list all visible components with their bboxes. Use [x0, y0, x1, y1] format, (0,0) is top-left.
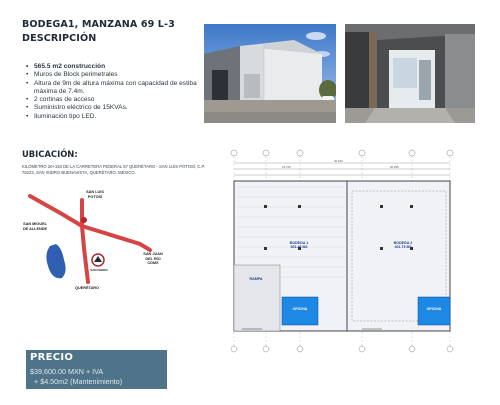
- feature-item: • Muros de Block perimetrales: [26, 71, 208, 79]
- feature-item: • 565.5 m2 construcción: [26, 63, 208, 71]
- title-description: DESCRIPCIÓN: [22, 33, 97, 44]
- feature-list: [26, 63, 208, 121]
- price-heading: PRECIO: [30, 352, 74, 363]
- map-label-san-miguel: SAN MIGUEL DE ALLENDE: [22, 222, 48, 231]
- location-address: KILÓMETRO 20+150 DE LA CARRETERA FEDERAL 57 QUERÉTARO - SAN LUIS POTOSÍ, C.P. 76223, SAN ISIDRO BUENAVISTA, QUERÉTARO, MÉXICO.: [22, 164, 205, 175]
- location-map-graphic: [22, 186, 182, 296]
- feature-item: • Suministro eléctrico de 15KVAs.: [26, 104, 208, 112]
- road-san-juan: [82, 226, 150, 250]
- road-queretaro: [82, 226, 88, 282]
- dimension-left: 19.705: [282, 165, 291, 169]
- map-label-san-luis: SAN LUIS POTOSÍ: [86, 190, 104, 199]
- price-maintenance: + $4.50m2 (Mantenimiento): [34, 377, 123, 386]
- location-map: [22, 186, 182, 296]
- price-amount: $39,600.00 MXN + IVA: [30, 367, 104, 376]
- office-1-label: OFICINA: [292, 307, 308, 311]
- dimension-total: 40.100: [334, 159, 343, 163]
- room-label-bodega-1: BODEGA 1 301.46 M2: [289, 241, 309, 250]
- warehouse-interior-photo: [345, 24, 475, 123]
- title-property: BODEGA1, MANZANA 69 L-3: [22, 19, 175, 30]
- floor-plan: [222, 147, 482, 355]
- feature-item: • Iluminación tipo LED.: [26, 113, 208, 121]
- office-2-label: OFICINA: [426, 307, 442, 311]
- ramp-label: RAMPA: [249, 277, 263, 281]
- map-label-queretaro: QUERÉTARO: [75, 286, 99, 290]
- brand-logo-text: SAN ISIDRO: [90, 268, 108, 272]
- feature-item: • Altura de 9m de altura máxima con capacidad de estiba máxima de 7.4m.: [26, 80, 208, 97]
- location-pin-icon: [81, 217, 87, 223]
- dimension-right: 20.395: [390, 165, 399, 169]
- floor-plan-drawing: [222, 147, 482, 355]
- map-label-san-juan: SAN JUAN DEL RÍO CDMX: [143, 252, 163, 266]
- lake-shape: [46, 244, 65, 278]
- location-heading: UBICACIÓN:: [22, 149, 78, 159]
- room-label-bodega-2: BODEGA 2 401.73 M2: [393, 241, 413, 250]
- warehouse-exterior-photo: [204, 24, 336, 123]
- page-title: [22, 18, 175, 46]
- feature-item: • 2 cortinas de acceso: [26, 96, 208, 104]
